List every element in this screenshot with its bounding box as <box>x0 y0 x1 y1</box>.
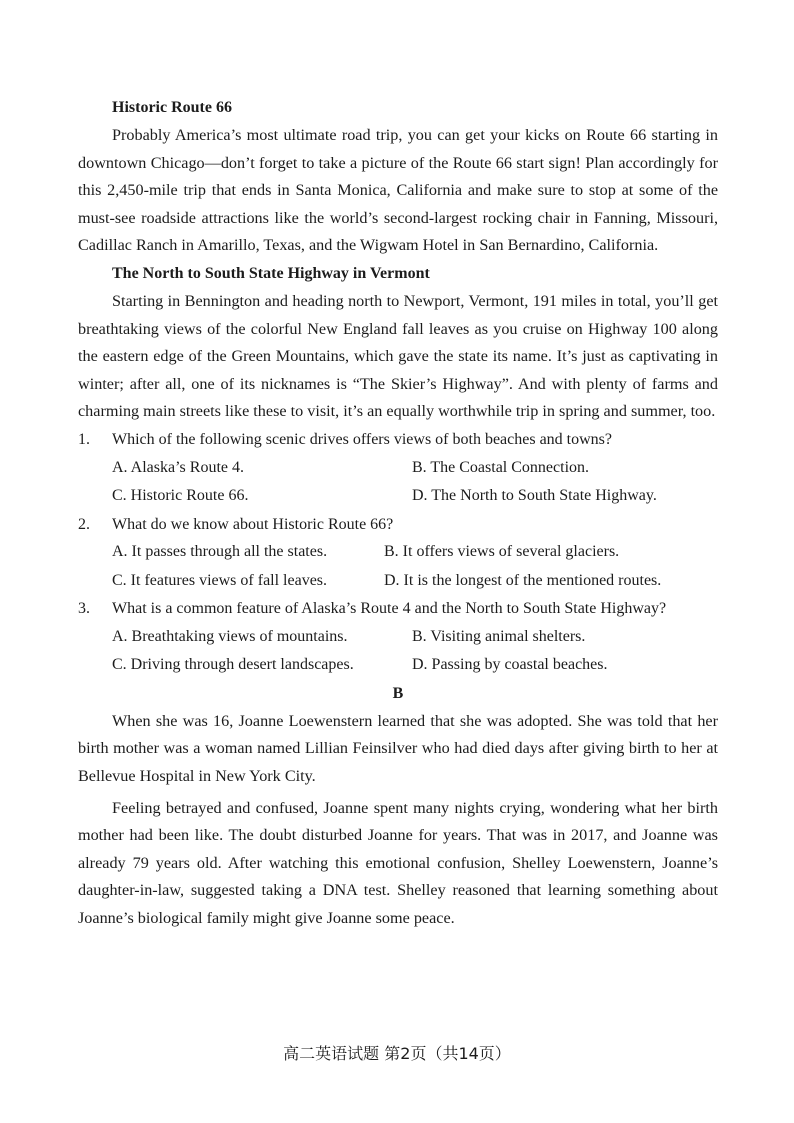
passage-b-paragraph-1: When she was 16, Joanne Loewenstern learned that she was adopted. She was told that her birth mother was a woman named Lillian Feinsilver who had died days after giving birth to her at Bellevue Hospital in New York City. <box>78 711 718 785</box>
question-number: 2. <box>78 515 90 533</box>
options-row <box>112 623 718 652</box>
options-row <box>112 482 718 511</box>
option-d: D. It is the longest of the mentioned routes. <box>384 571 662 589</box>
option-b: B. The Coastal Connection. <box>412 458 590 476</box>
question-1 <box>78 426 718 511</box>
option-a: A. It passes through all the states. <box>112 543 328 561</box>
options-row <box>112 454 718 483</box>
question-number: 3. <box>78 600 90 618</box>
options-row <box>112 651 718 680</box>
option-d: D. Passing by coastal beaches. <box>412 656 608 674</box>
option-c: C. It features views of fall leaves. <box>112 571 328 589</box>
option-b: B. It offers views of several glaciers. <box>384 543 620 561</box>
route66-paragraph: Probably America’s most ultimate road trip, you can get your kicks on Route 66 starting in downtown Chicago—don’t forget to take a picture of the Route 66 start sign! Plan accordingly for this 2,450-mile trip that ends in Santa Monica, California and make sure to stop at some of the must-see roadside attractions like the world’s second-largest rocking chair in Fanning, Missouri, Cadillac Ranch in Amarillo, Texas, and the Wigwam Hotel in San Bernardino, California. <box>78 126 718 255</box>
section-b-title: B <box>392 684 404 702</box>
option-b: B. Visiting animal shelters. <box>412 627 586 645</box>
question-text: What is a common feature of Alaska’s Route 4 and the North to South State Highway? <box>112 600 667 618</box>
question-2 <box>78 511 718 596</box>
option-c: C. Historic Route 66. <box>112 487 249 505</box>
page-footer: 高二英语试题 第2页（共14页） <box>283 1044 511 1063</box>
route66-heading: Historic Route 66 <box>112 99 232 116</box>
option-d: D. The North to South State Highway. <box>412 487 657 505</box>
question-text: Which of the following scenic drives offers views of both beaches and towns? <box>112 430 613 448</box>
question-3 <box>78 595 718 680</box>
option-c: C. Driving through desert landscapes. <box>112 656 354 674</box>
option-a: A. Breathtaking views of mountains. <box>112 627 348 645</box>
vermont-paragraph: Starting in Bennington and heading north to Newport, Vermont, 191 miles in total, you’ll get breathtaking views of the colorful New England fall leaves as you cruise on Highway 100 along the eastern edge of the Green Mountains, which gave the state its name. It’s just as captivating in winter; after all, one of its nicknames is “The Skier’s Highway”. And with plenty of farms and charming main streets like these to visit, it’s an equally worthwhile trip in spring and summer, too. <box>78 291 718 421</box>
vermont-heading: The North to South State Highway in Vermont <box>112 264 430 282</box>
passage-b-paragraph-2: Feeling betrayed and confused, Joanne spent many nights crying, wondering what her birth mother had been like. The doubt disturbed Joanne for years. That was in 2017, and Joanne was already 79 years old. After watching this emotional confusion, Shelley Loewenstern, Joanne’s daughter-in-law, suggested taking a DNA test. Shelley reasoned that learning something about Joanne’s biological family might give Joanne some peace. <box>78 798 718 927</box>
exam-page <box>78 94 718 932</box>
options-row <box>112 538 718 567</box>
option-a: A. Alaska’s Route 4. <box>112 458 244 476</box>
options-row <box>112 567 718 596</box>
question-text: What do we know about Historic Route 66? <box>112 515 394 533</box>
question-number: 1. <box>78 430 90 448</box>
